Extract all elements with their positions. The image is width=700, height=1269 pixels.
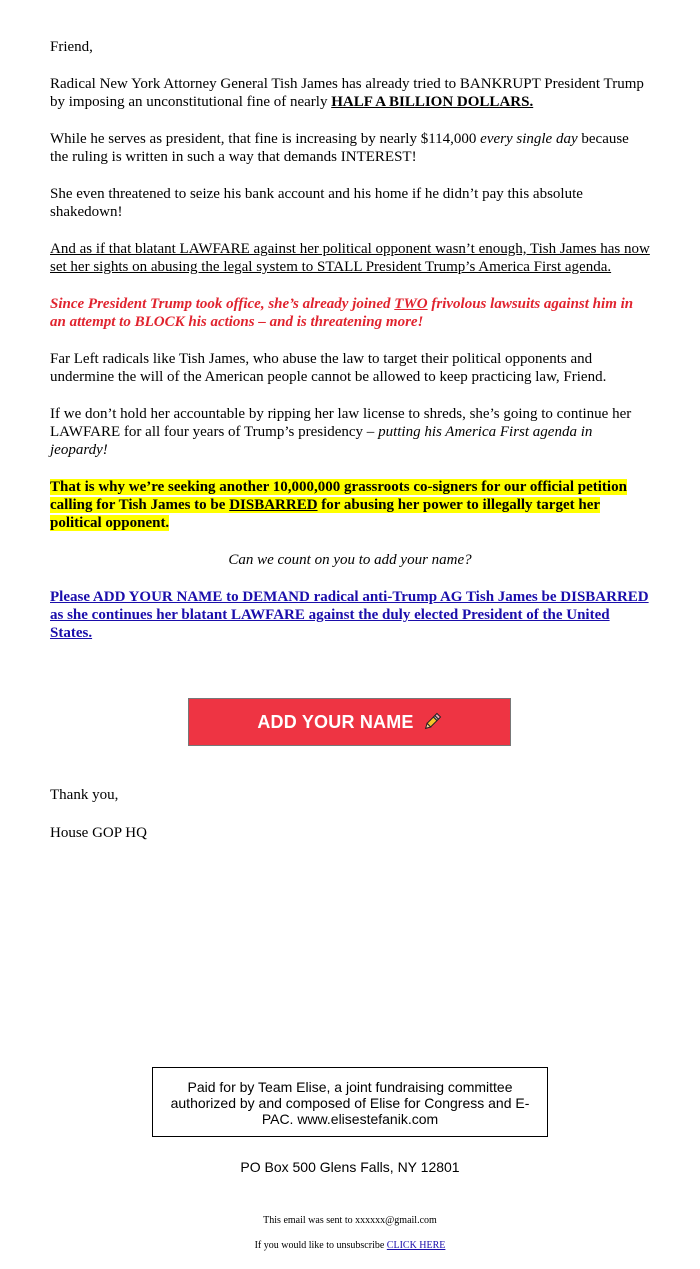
paragraph-accountable-text: If we don’t hold her accountable by ripping her law license to shreds, she’s going to continue her LAWFARE for all four years of Trump’s presidency – [50, 406, 632, 440]
pencil-icon [422, 712, 442, 732]
question-line: Can we count on you to add your name? [228, 552, 472, 568]
paragraph-interest-text1: While he serves as president, that fine is increasing by nearly $114,000 [50, 131, 481, 147]
paragraph-accountable [50, 405, 650, 459]
paid-for-disclaimer: Paid for by Team Elise, a joint fundraising committee authorized by and composed of Elise for Congress and E-PAC. www.elisestefanik.com [152, 1067, 548, 1137]
paragraph-lawsuits-text2: frivolous lawsuits against him in an attempt to BLOCK his actions – and is threatening more! [50, 296, 634, 330]
two-underlined: TWO [394, 296, 428, 312]
petition-text1: That is why we’re seeking another 10,000,000 grassroots co-signers for our official petition calling for Tish James to be [50, 479, 627, 513]
petition-highlight [50, 479, 627, 531]
paragraph-lawfare: And as if that blatant LAWFARE against her political opponent wasn’t enough, Tish James has now set her sights on abusing the legal system to STALL President Trump’s America First agenda. [50, 241, 650, 275]
paragraph-lawsuits-text1: Since President Trump took office, she’s already joined [50, 296, 395, 312]
paragraph-fine [50, 75, 650, 111]
unsubscribe-text: If you would like to unsubscribe [254, 1240, 385, 1251]
paragraph-fine-text: Radical New York Attorney General Tish James has already tried to BANKRUPT President Trump by imposing an unconstitutional fine of nearly [50, 76, 644, 110]
paragraph-interest [50, 130, 650, 166]
petition-link-paragraph [50, 588, 650, 642]
half-billion-emphasis: HALF A BILLION DOLLARS. [331, 94, 534, 110]
petition-link[interactable]: Please ADD YOUR NAME to DEMAND radical anti-Trump AG Tish James be DISBARRED as she continues her blatant LAWFARE against the duly elected President of the United States. [50, 589, 649, 641]
thank-you-line: Thank you, [50, 787, 119, 803]
add-your-name-button[interactable] [188, 698, 511, 746]
jeopardy-italic: putting his America First agenda in jeopardy! [50, 424, 593, 458]
petition-text2: for abusing her power to illegally target her political opponent. [50, 497, 600, 531]
paragraph-far-left: Far Left radicals like Tish James, who abuse the law to target their political opponents and undermine the will of the American people cannot be allowed to keep practicing law, Friend. [50, 351, 607, 385]
sent-to-notice: This email was sent to xxxxxx@gmail.com [263, 1215, 437, 1226]
paragraph-shakedown: She even threatened to seize his bank account and his home if he didn’t pay this absolute shakedown! [50, 186, 583, 220]
every-single-day-italic: every single day [480, 131, 578, 147]
disbarred-underlined: DISBARRED [229, 497, 318, 513]
add-your-name-label: ADD YOUR NAME [257, 711, 414, 732]
unsubscribe-link[interactable]: CLICK HERE [386, 1240, 446, 1251]
paragraph-petition [50, 478, 650, 532]
paragraph-lawsuits [50, 295, 650, 331]
paragraph-interest-text2: because the ruling is written in such a way that demands INTEREST! [50, 131, 629, 165]
email-body [50, 38, 650, 661]
mailing-address: PO Box 500 Glens Falls, NY 12801 [240, 1159, 460, 1175]
greeting: Friend, [50, 39, 93, 55]
signature: House GOP HQ [50, 825, 147, 841]
unsubscribe-line [0, 1240, 700, 1251]
